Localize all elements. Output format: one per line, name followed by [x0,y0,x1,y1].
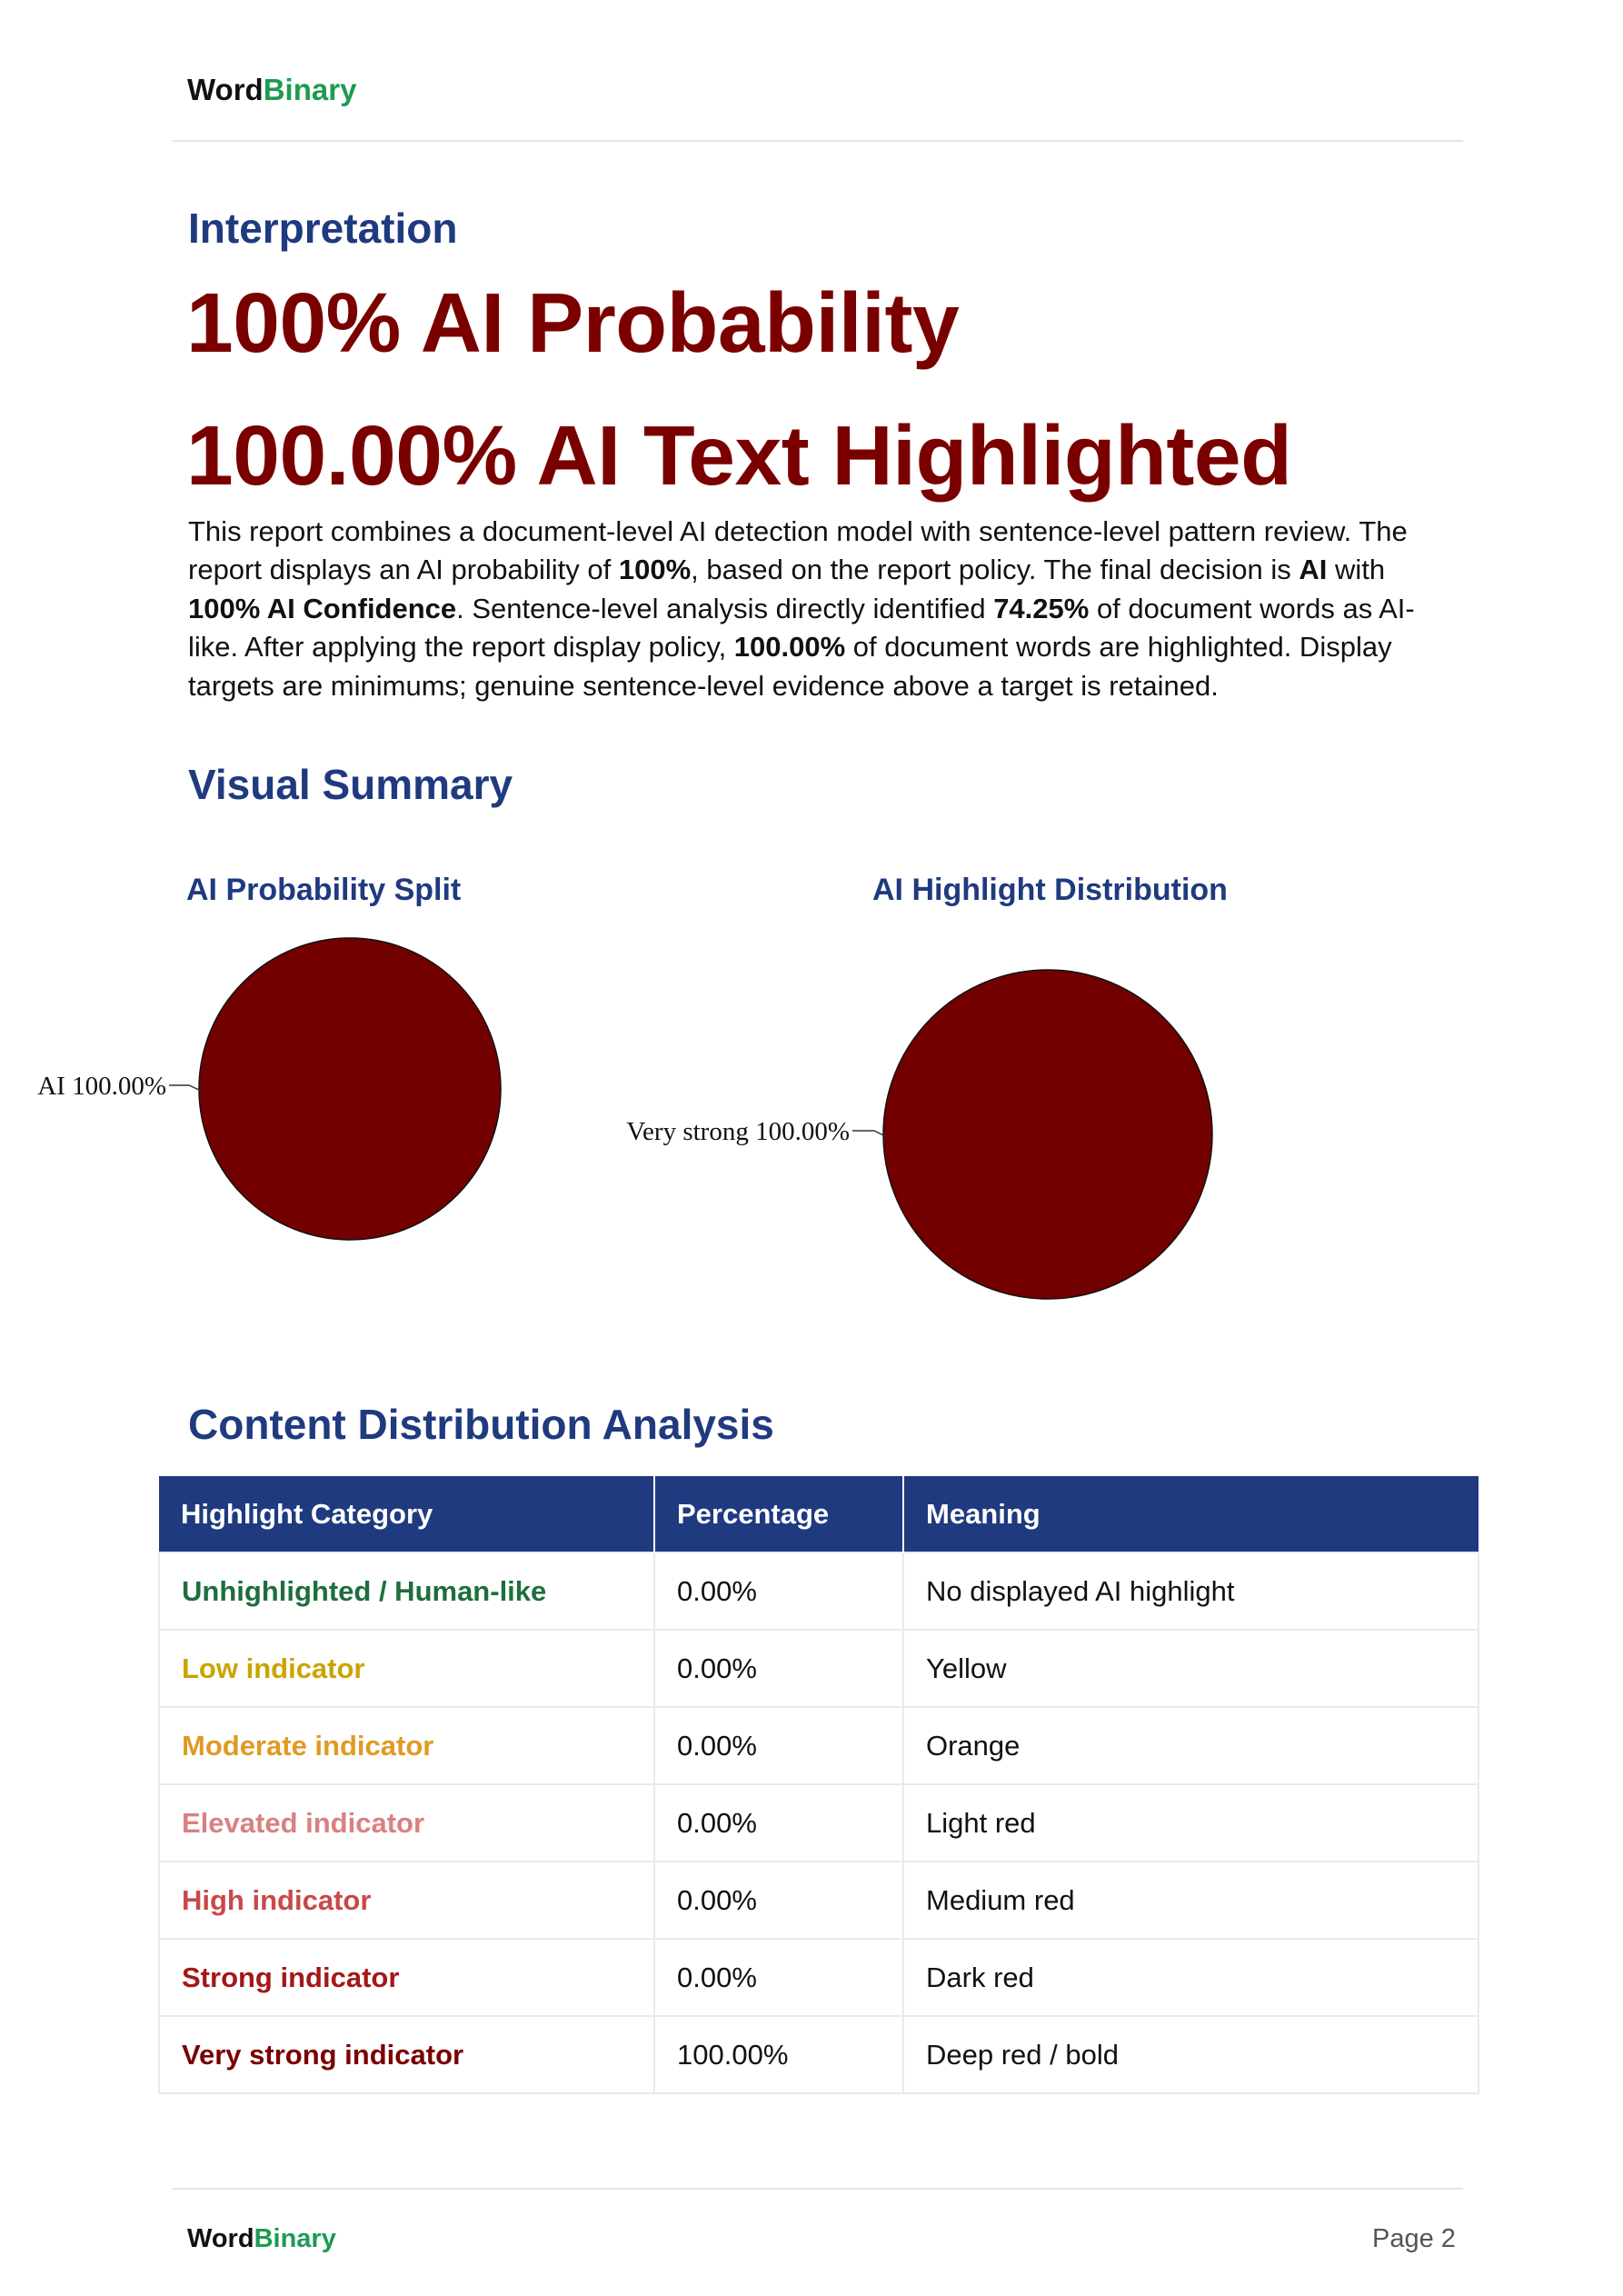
pie-slice-very-strong [883,970,1212,1299]
ai-highlighted-headline: 100.00% AI Text Highlighted [186,408,1292,503]
pie-slice-ai [199,938,501,1240]
column-header-meaning: Meaning [903,1476,1479,1552]
column-header-category: Highlight Category [159,1476,654,1552]
meaning-cell: Deep red / bold [903,2016,1479,2093]
meaning-cell: Dark red [903,1939,1479,2016]
ai-highlight-distribution-title: AI Highlight Distribution [872,873,1228,907]
percentage-cell: 0.00% [654,1784,903,1862]
percentage-cell: 0.00% [654,1707,903,1784]
ai-highlight-distribution-pie [600,954,1236,1318]
ai-probability-headline: 100% AI Probability [186,275,960,370]
interpretation-heading: Interpretation [188,205,458,252]
highlight-category-cell: High indicator [159,1862,654,1939]
pie-leader-line [852,1131,885,1136]
footer-divider [173,2188,1463,2190]
highlight-category-cell: Elevated indicator [159,1784,654,1862]
ai-probability-split-title: AI Probability Split [186,873,462,907]
meaning-cell: Light red [903,1784,1479,1862]
visual-summary-heading: Visual Summary [188,761,513,808]
highlight-category-cell: Moderate indicator [159,1707,654,1784]
page-number: Page 2 [1372,2224,1456,2253]
highlight-category-cell: Very strong indicator [159,2016,654,2093]
percentage-cell: 0.00% [654,1862,903,1939]
meaning-cell: Orange [903,1707,1479,1784]
percentage-cell: 100.00% [654,2016,903,2093]
ai-probability-split-pie [0,936,563,1263]
table-row [159,1630,1479,1707]
highlight-category-cell: Strong indicator [159,1939,654,2016]
percentage-cell: 0.00% [654,1552,903,1630]
content-distribution-table [158,1476,1479,2094]
table-row [159,1784,1479,1862]
interpretation-paragraph: This report combines a document-level AI detection model with sentence-level pattern review. The report displays an AI probability of 100%, based on the report policy. The final decision is AI with 100% AI Confidence. Sentence-level analysis directly identified 74.25% of document words as AI-like. After applying the report display policy, 100.00% of document words are highlighted. Display targets are minimums; genuine sentence-level evidence above a target is retained. [188,515,1415,702]
column-header-percentage: Percentage [654,1476,903,1552]
table-row [159,1939,1479,2016]
meaning-cell: Yellow [903,1630,1479,1707]
table-row [159,1707,1479,1784]
highlight-category-cell: Low indicator [159,1630,654,1707]
pie-slice-label: AI 100.00% [37,1072,166,1101]
table-row [159,1552,1479,1630]
table-row [159,1862,1479,1939]
highlight-category-cell: Unhighlighted / Human-like [159,1552,654,1630]
pie-leader-line [169,1085,201,1091]
percentage-cell: 0.00% [654,1630,903,1707]
meaning-cell: Medium red [903,1862,1479,1939]
page-header [173,71,1463,142]
content-distribution-heading: Content Distribution Analysis [188,1401,774,1448]
brand-logo: WordBinary [187,73,357,106]
percentage-cell: 0.00% [654,1939,903,2016]
table-header-row [159,1476,1479,1552]
footer-brand-logo: WordBinary [187,2224,336,2253]
meaning-cell: No displayed AI highlight [903,1552,1479,1630]
pie-slice-label: Very strong 100.00% [626,1117,850,1146]
table-row [159,2016,1479,2093]
